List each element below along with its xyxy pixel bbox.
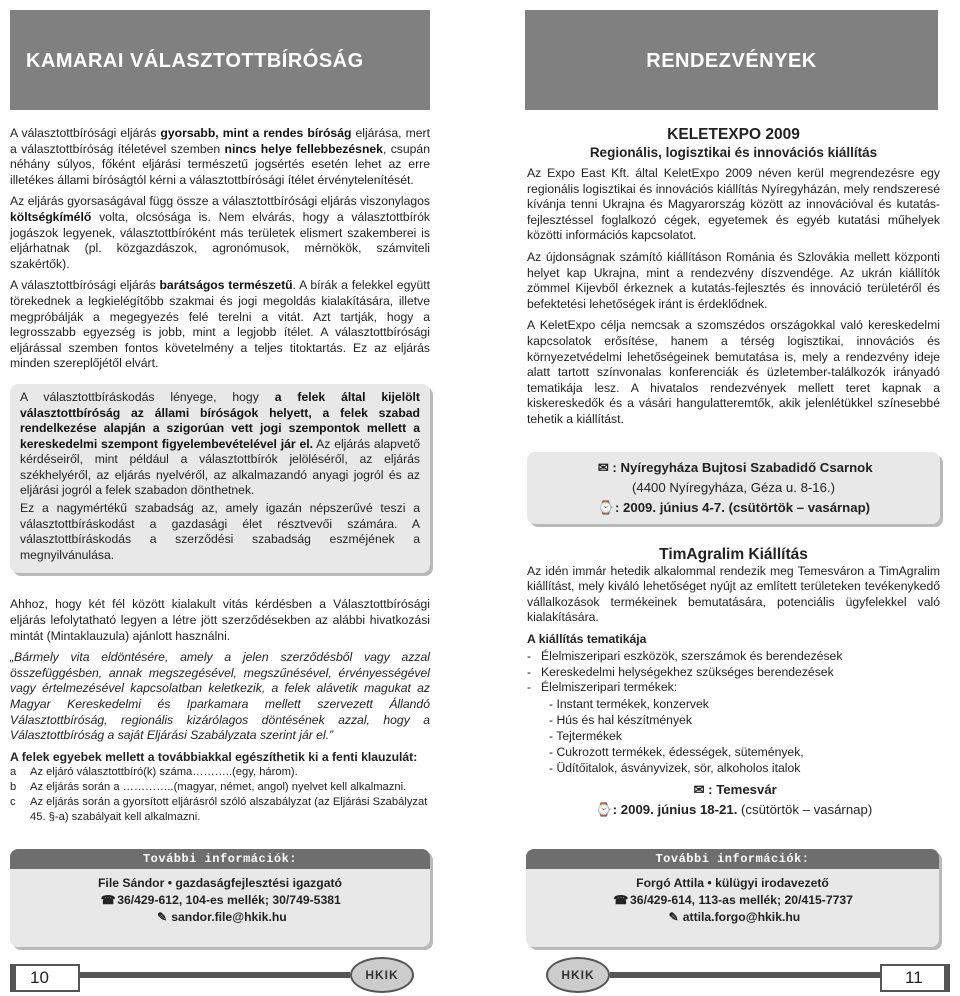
paragraph-friendly: A választottbírósági eljárás barátságos természetű. A bírák a felekkel együtt törekednek a legkielégítőbb szakmai és jogi megoldás kialakítására, illetve megpróbálják a megegyezés felé terelni a vitát. Azt tartják, hogy a legrosszabb egyezség is jobb, mint a legjobb ítélet. A választottbírósági eljárással szemben fontos követelmény a teljes titoktartás. Ez az eljárás minden szereplőjétől elvárt. <box>10 278 430 371</box>
phone-icon: ☎ <box>613 893 629 907</box>
contact-heading: További információk: <box>526 849 939 869</box>
timagralim-paragraph: Az idén immár hetedik alkalommal rendezik meg Temesváron a TimAgralim kiállítást, mely kiváló lehetőséget nyújt az említett területeken tevékenykedő vállalkozások termékeinek bemutatására, potenciális ügyfelekkel való kialakítására. <box>527 563 940 625</box>
list-item: - Tejtermékek <box>549 728 622 743</box>
list-item: - Instant termékek, konzervek <box>549 696 709 711</box>
phone-icon: ☎ <box>100 893 116 907</box>
list-item: - Üdítőitalok, ásványvizek, sör, alkoholos italok <box>549 760 801 775</box>
date-line: ⌚: 2009. június 4-7. (csütörtök – vasárnap) <box>537 498 930 518</box>
essence-paragraph: A választottbíráskodás lényege, hogy a felek által kijelölt választottbíróság az állami bíróságok helyett, a felek szabad rendelkezése alapján a szigorúan vett jogi szempontok mellett a kereskedelmi szempont figyelembevételével jár el. Az eljárás alapvető kérdéseiről, mint például a választottbírók jelöléséről, az eljárás székhelyéről, az eljárás nyelvéről, az alkalmazandó anyagi jogról és az eljárási jogról a felek szabadon dönthetnek. <box>20 389 420 498</box>
contact-name: Forgó Attila • külügyi irodavezető <box>636 876 829 890</box>
list-item: - Cukrozott termékek, édességek, sütemények, <box>549 744 804 759</box>
list-item: c Az eljárás során a gyorsított eljárásról szóló alszabályzat (az Eljárási Szabályzat 45. §-a) szabályait kell alkalmazni. <box>10 796 428 824</box>
venue-line: ✉ : Nyíregyháza Bujtosi Szabadidő Csarnok <box>537 458 930 478</box>
letter-icon: ✉ <box>693 781 705 797</box>
clause-supplement-title: A felek egyebek mellett a továbbiakkal egészíthetik ki a fenti klauzulát: <box>10 749 418 764</box>
list-item: - Élelmiszeripari eszközök, szerszámok és berendezések <box>527 649 843 664</box>
page-number-left: 10 <box>30 968 49 987</box>
contact-email[interactable]: ✎ attila.forgo@hkik.hu <box>526 909 939 926</box>
date-line: ⌚: 2009. június 18-21. (csütörtök – vasárnap) <box>527 800 940 820</box>
contact-heading: További információk: <box>10 849 430 869</box>
keletexpo-paragraph-3: A KeletExpo célja nemcsak a szomszédos országokkal való kereskedelmi kapcsolatok erősítése, hanem a térség logisztikai, innovációs és környezetvédelmi lehetőségeinek bemutatása is, mely a rendezvény ideje alatt tartott színvonalas konferenciák és üzletember-találkozók irányadó tematikája lesz. A hivatalos rendezvények mellett teret kapnak a kiskereskedők és a vásári hangulatteremtők, akik jelenlétükkel színesebbé tehetik a kiállítást. <box>527 318 940 426</box>
keletexpo-paragraph-1: Az Expo East Kft. által KeletExpo 2009 néven kerül megrendezésre egy regionális logisztikai és innovációs kiállítás Nyíregyházán, mely rendszeresé kívánja tenni Ukrajna és Magyarország között az innovációval és kutatás-fejlesztéssel foglalkozó cégek, egyetemek és egyéb kutatási műhelyek közötti információs kapcsolatot. <box>527 166 940 243</box>
clock-icon: ⌚ <box>595 801 612 817</box>
event-title-timagralim: TimAgralim Kiállítás <box>659 545 808 563</box>
venue-line: ✉ : Temesvár <box>527 780 940 800</box>
keletexpo-paragraph-2: Az újdonságnak számító kiállításon Románia és Szlovákia mellett központi helyet kap Ukrajna, mint a rendezvény díszvendége. Az ukrán kiállítók zömmel Kijevből érkeznek a kutatás-fejlesztés és innováció területéről és befektetési lehetőségek iránt is érdeklődnek. <box>527 249 940 311</box>
list-item: - Hús és hal készítmények <box>549 712 692 727</box>
email-icon: ✎ <box>668 910 679 924</box>
venue-address: (4400 Nyíregyháza, Géza u. 8-16.) <box>631 479 836 495</box>
hkik-logo: HKIK <box>546 957 610 993</box>
left-column <box>10 126 430 825</box>
hkik-logo: HKIK <box>350 957 414 993</box>
essence-box <box>10 384 430 574</box>
letter-icon: ✉ <box>597 459 609 475</box>
page-number-right: 11 <box>905 968 923 987</box>
contact-box-right <box>526 849 939 947</box>
contact-email[interactable]: ✎ sandor.file@hkik.hu <box>10 909 430 926</box>
contact-box-left <box>10 849 430 947</box>
model-clause-quote: „Bármely vita eldöntésére, amely a jelen szerződésből vagy azzal összefüggésben, annak megszegésével, megszűnésével, érvényességével vagy értelmezésével kapcsolatban keletkezik, a felek alávetik magukat az Magyar Kereskedelmi és Iparkamara mellett szervezett Állandó Választottbíróság, regionális kizárólagos döntésének azzal, hogy a Választottbíróság a saját Eljárási Szabályzata szerint jár el.” <box>10 650 430 743</box>
paragraph-clause-intro: Ahhoz, hogy két fél között kialakult vitás kérdésben a Választottbírósági eljárás lefolytatható legyen a létre jött szerződésekben az alábbi hivatkozási mintát (Mintaklauzula) ajánlott használni. <box>10 597 430 643</box>
clause-list <box>10 765 430 825</box>
right-column <box>527 126 940 820</box>
freedom-paragraph: Ez a nagymértékű szabadság az, amely igazán népszerűvé teszi a választottbíráskodást a gazdasági élet résztvevői számára. A választottbíráskodás a szerződési szabadság eszméjének a megnyilvánulása. <box>20 501 420 562</box>
right-section-header <box>525 10 938 110</box>
list-item: - Élelmiszeripari termékek: <box>527 680 678 695</box>
email-icon: ✎ <box>157 910 168 924</box>
contact-name: File Sándor • gazdaságfejlesztési igazgató <box>97 876 343 890</box>
theme-heading: A kiállítás tematikája <box>527 631 647 646</box>
paragraph-speed: A választottbírósági eljárás gyorsabb, mint a rendes bíróság eljárása, mert a választottbíróság ítéletével szemben nincs helye fellebbezésnek, csupán néhány súlyos, főként eljárási természetű jogsértés esetén lehet az erre illetékes állami bíróságtól kérni a választottbírósági ítélet érvénytelenítését. <box>10 126 430 187</box>
event-subtitle-keletexpo: Regionális, logisztikai és innovációs kiállítás <box>589 145 878 160</box>
contact-phone: ☎36/429-612, 104-es mellék; 30/749-5381 <box>100 893 341 907</box>
left-section-title: KAMARAI VÁLASZTOTTBÍRÓSÁG <box>26 50 364 72</box>
right-section-title: RENDEZVÉNYEK <box>646 50 817 72</box>
list-item: - Kereskedelmi helységekhez szükséges berendezések <box>527 664 834 679</box>
list-item: b Az eljárás során a …………..(magyar, német, angol) nyelvet kell alkalmazni. <box>10 781 407 794</box>
clock-icon: ⌚ <box>597 499 615 515</box>
left-section-header <box>10 10 430 110</box>
contact-phone: ☎36/429-614, 113-as mellék; 20/415-7737 <box>613 893 853 907</box>
timagralim-venue <box>527 780 940 820</box>
paragraph-cost: Az eljárás gyorsaságával függ össze a választottbírósági eljárás viszonylagos költségkímélő volta, olcsósága is. Nem elvárás, hogy a választottbírók jogászok legyenek, választottbíróként más területek elismert szakemberei is eljárhatnak (pl. közgazdászok, agronómusok, mérnökök, számviteli szakértők). <box>10 194 430 271</box>
list-item: a Az eljáró választottbíró(k) száma………..(egy, három). <box>10 766 298 779</box>
keletexpo-venue-box <box>527 452 940 524</box>
event-title-keletexpo: KELETEXPO 2009 <box>667 126 800 143</box>
